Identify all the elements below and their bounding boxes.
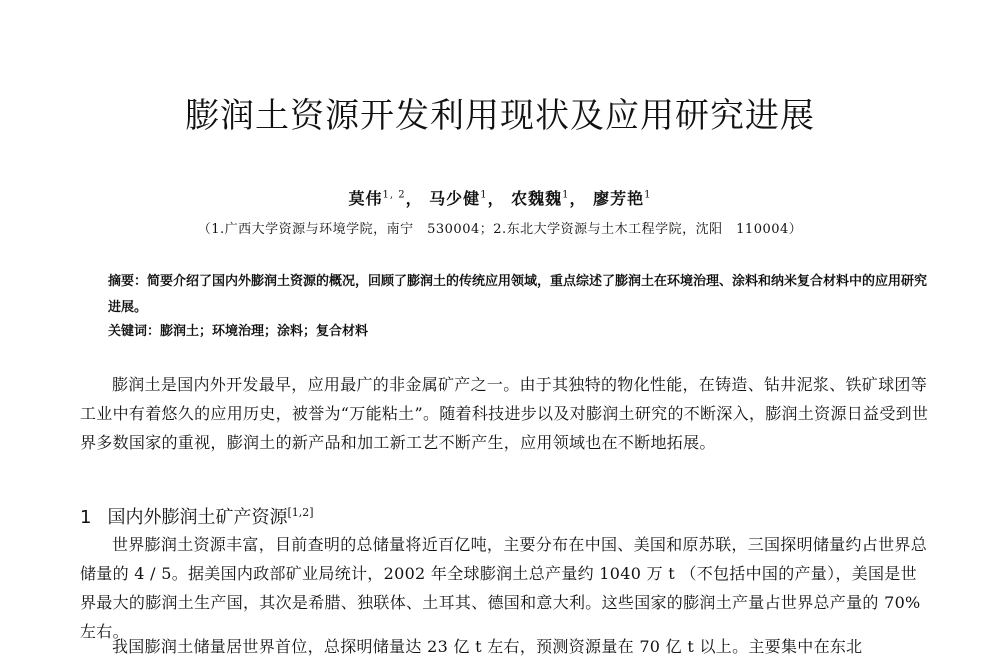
author-affiliation-mark: 1 <box>480 189 488 201</box>
abstract-text: 简要介绍了国内外膨润土资源的概况，回顾了膨润土的传统应用领域，重点综述了膨润土在环境治理、涂料和纳米复合材料中的应用研究进展。 <box>108 274 928 315</box>
author-name: 农魏魏 <box>511 189 563 208</box>
keywords-label: 关键词： <box>108 324 161 339</box>
keywords <box>108 320 932 339</box>
section-heading <box>80 503 314 529</box>
keywords-text: 膨润土；环境治理；涂料；复合材料 <box>160 324 369 339</box>
author-list: 莫伟$^{1, 2}$， 马少健$^1$， 农魏魏$^1$， 廖芳艳$^1$ <box>348 189 652 208</box>
author-name: 莫伟 <box>348 189 383 208</box>
citation-ref: [1,2] <box>287 506 314 519</box>
author-affiliation-mark: 1 <box>562 189 570 201</box>
abstract <box>108 269 932 321</box>
author-name: 马少健 <box>429 189 481 208</box>
author-affiliation-mark: 1, 2 <box>382 189 406 201</box>
section-title: 国内外膨润土矿产资源 <box>107 507 288 528</box>
author-name: 廖芳艳 <box>593 189 645 208</box>
intro-paragraph: 膨润土是国内外开发最早，应用最广的非金属矿产之一。由于其独特的物化性能，在铸造、钻井泥浆、铁矿球团等工业中有着悠久的应用历史，被誉为“万能粘土”。随着科技进步以及对膨润土研究的不断深入，膨润土资源日益受到世界多数国家的重视，膨润土的新产品和加工新工艺不断产生，应用领域也在不断地拓展。 <box>80 375 929 452</box>
author-affiliation-mark: 1 <box>644 189 652 201</box>
paper-title: 膨润土资源开发利用现状及应用研究进展 <box>185 96 815 136</box>
abstract-label: 摘要： <box>108 274 148 289</box>
affiliations: （1.广西大学资源与环境学院，南宁 530004；2.东北大学资源与土木工程学院，沈阳 110004） <box>197 222 803 237</box>
section-number: 1 <box>80 507 92 528</box>
section-paragraph: 世界膨润土资源丰富，目前查明的总储量将近百亿吨，主要分布在中国、美国和原苏联，三国探明储量约占世界总储量的 4 / 5。据美国内政部矿业局统计，2002 年全球膨润土总产量约 1040 万 t （不包括中国的产量），美国是世界最大的膨润土生产国，其次是希腊、独联体、土耳其、德国和意大利。这些国家的膨润土产量占世界总产量的 70%左右。 <box>80 535 928 641</box>
section-paragraph: 我国膨润土储量居世界首位，总探明储量达 23 亿 t 左右，预测资源量在 70 亿 t 以上。主要集中在东北 <box>112 637 863 656</box>
